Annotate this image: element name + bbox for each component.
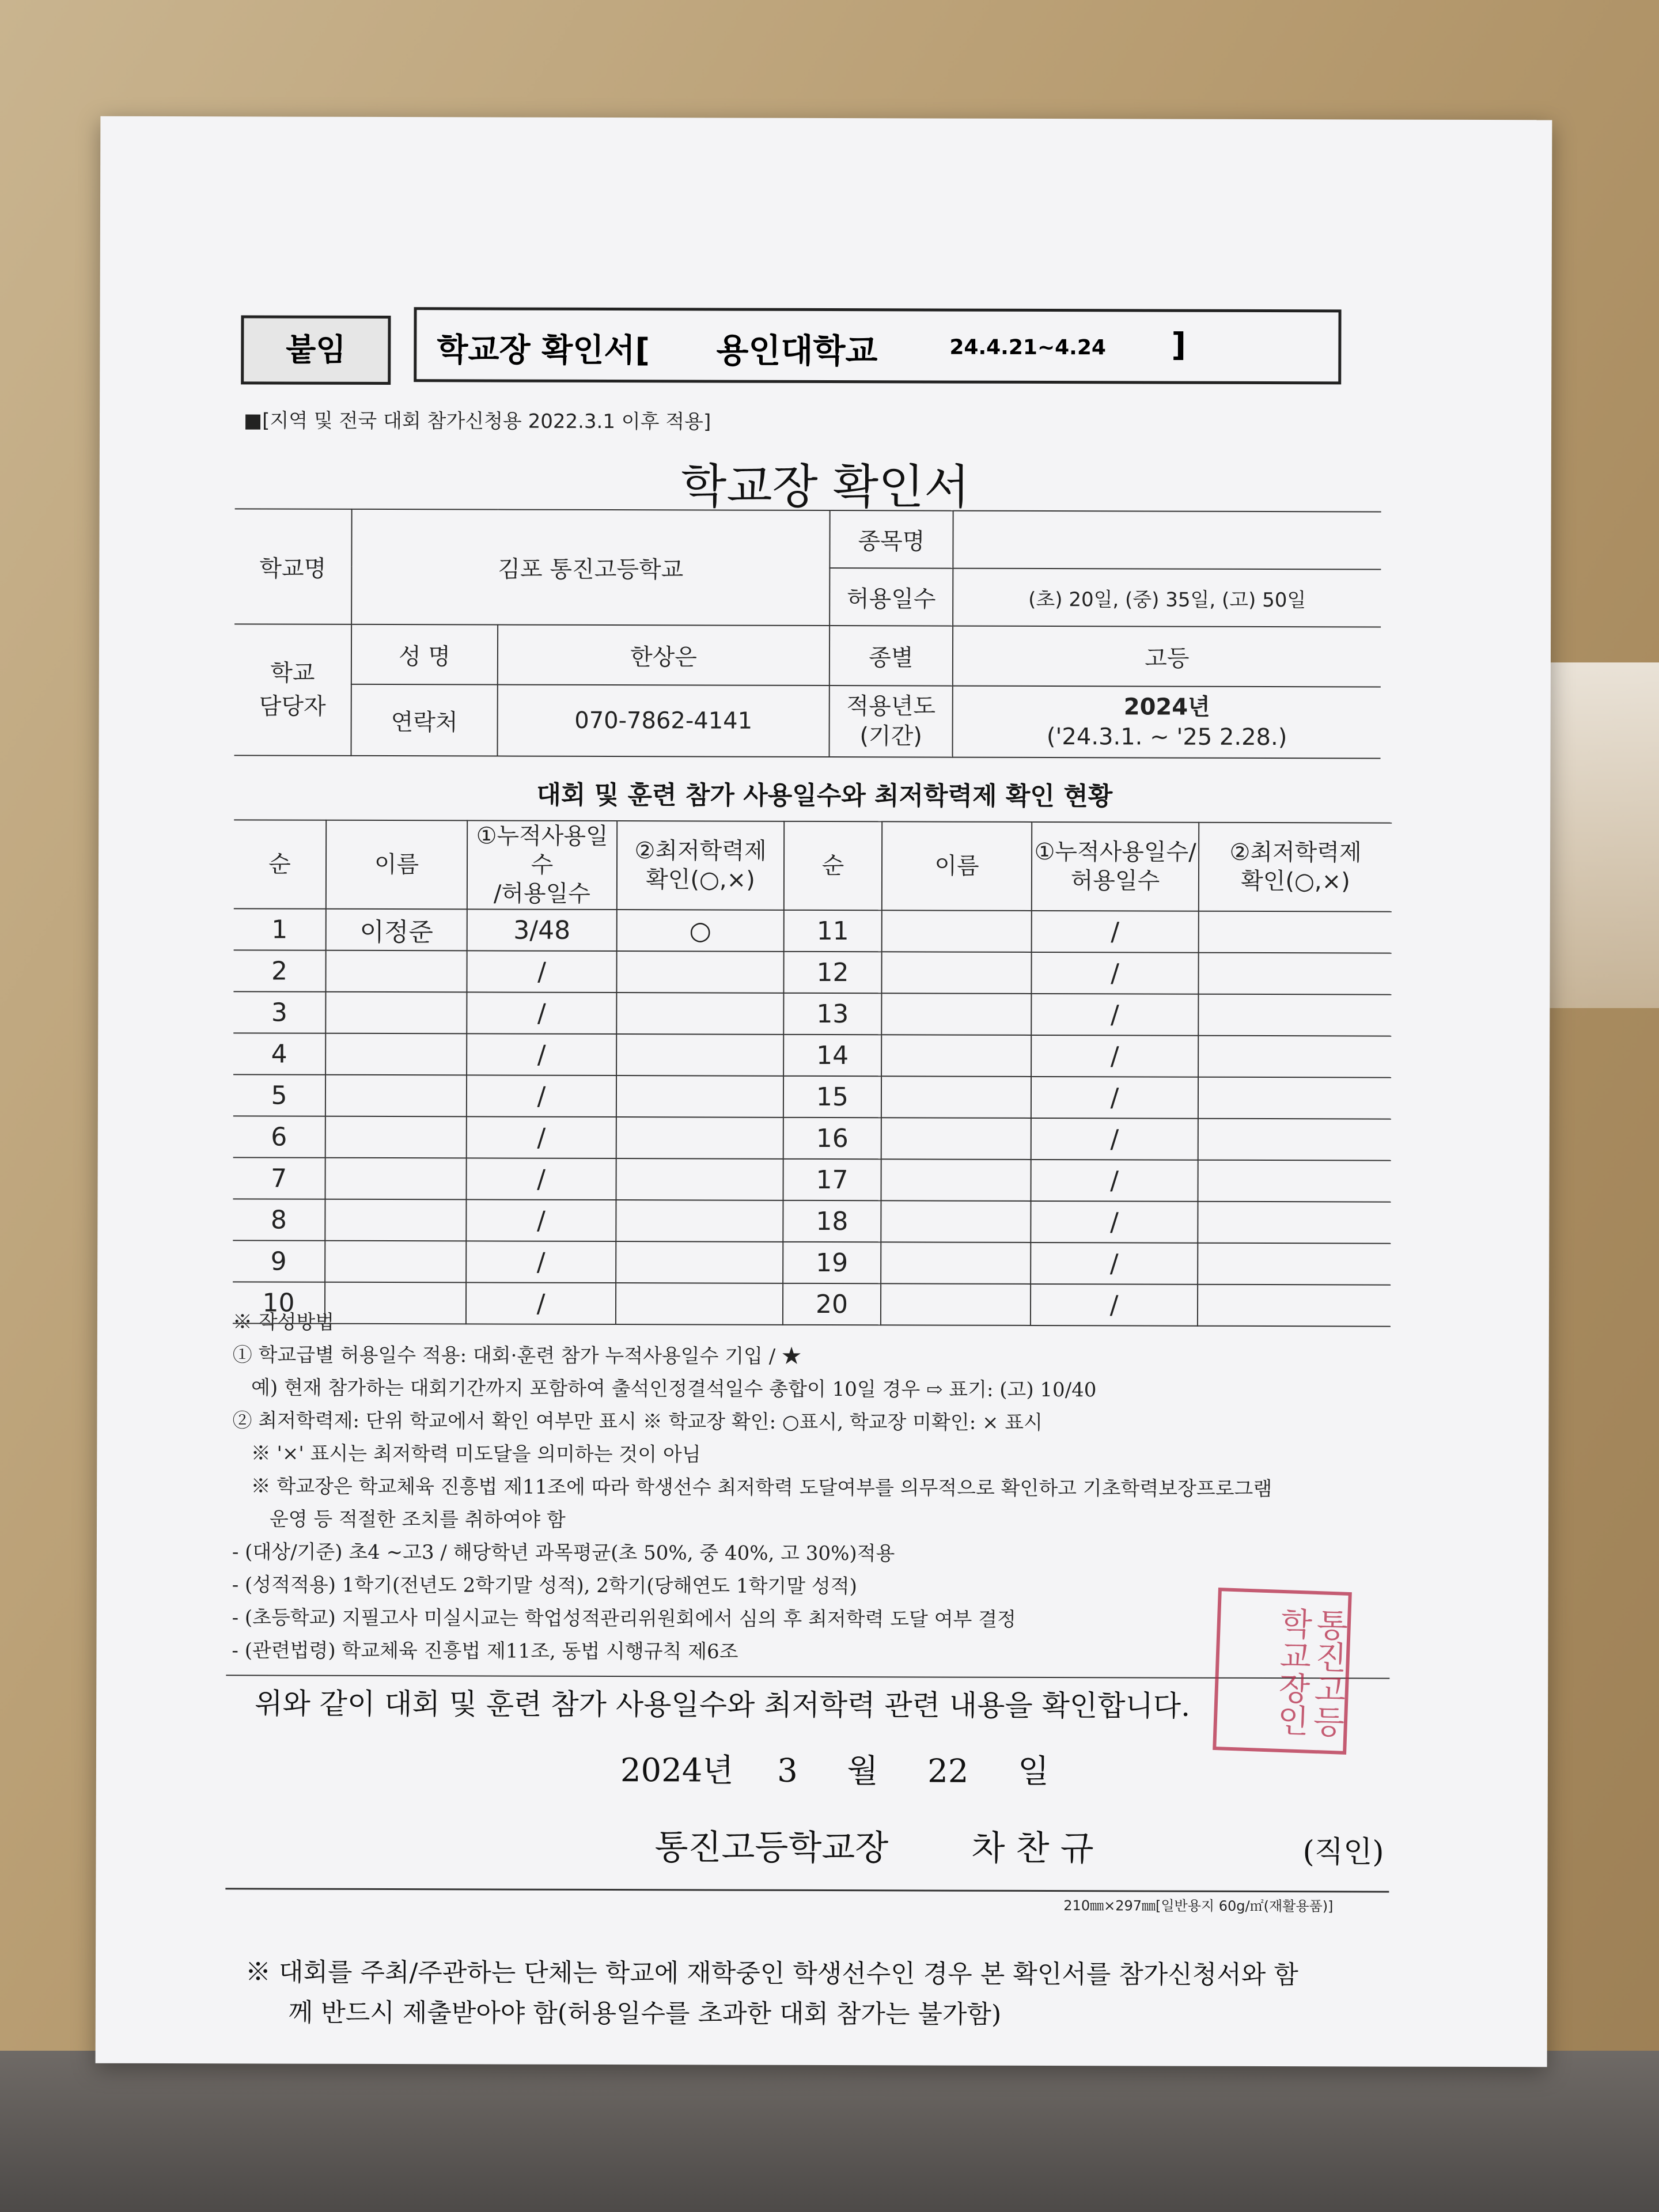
instruction-line: 예) 현재 참가하는 대회기간까지 포함하여 출석인정결석일수 총합이 10일 경우 ⇨ 표기: (고) 10/40 bbox=[232, 1376, 1097, 1402]
row-check bbox=[616, 1241, 783, 1283]
seal-label: (직인) bbox=[1302, 1835, 1384, 1870]
sport-label: 종목명 bbox=[830, 510, 953, 569]
row-no: 4 bbox=[233, 1033, 325, 1074]
col-header-name: 이름 bbox=[326, 820, 467, 910]
col-header-days-right: ①누적사용일수/ 허용일수 bbox=[1032, 822, 1199, 911]
table-row bbox=[234, 908, 1392, 953]
contact-label: 연락처 bbox=[351, 684, 498, 756]
row-no-right: 12 bbox=[783, 952, 881, 993]
col-header-no: 순 bbox=[234, 820, 326, 908]
category-value: 고등 bbox=[953, 626, 1381, 687]
document-page bbox=[96, 116, 1552, 2067]
row-no-right: 17 bbox=[783, 1159, 881, 1200]
row-check-right bbox=[1198, 1243, 1391, 1285]
row-check-right bbox=[1199, 911, 1392, 953]
row-days: / bbox=[466, 1282, 616, 1324]
col-header-name-right: 이름 bbox=[882, 821, 1032, 911]
row-no-right: 16 bbox=[783, 1118, 881, 1159]
period-value: ('24.3.1. ~ '25 2.28.) bbox=[1046, 724, 1287, 751]
row-days-right: / bbox=[1031, 1118, 1198, 1160]
row-check-right bbox=[1198, 994, 1391, 1036]
row-no-right: 13 bbox=[783, 993, 881, 1035]
row-name-right bbox=[881, 993, 1031, 1035]
row-days-right: / bbox=[1031, 1035, 1198, 1077]
header-event-name: 용인대학교 bbox=[716, 331, 878, 371]
row-no: 2 bbox=[233, 950, 325, 991]
usage-days-table bbox=[233, 819, 1392, 1327]
row-name bbox=[325, 1199, 466, 1241]
row-no-right: 19 bbox=[783, 1242, 881, 1283]
signature-divider bbox=[225, 1888, 1389, 1892]
row-name bbox=[325, 950, 467, 993]
signature-date bbox=[620, 1745, 1049, 1792]
category-label: 종별 bbox=[830, 626, 953, 686]
table-row bbox=[233, 1240, 1391, 1285]
document-title: 학교장 확인서 bbox=[680, 459, 970, 515]
instruction-line: - (관련법령) 학교체육 진흥법 제11조, 동법 시행규칙 제6조 bbox=[232, 1639, 738, 1664]
date-month: 3 bbox=[777, 1752, 798, 1790]
row-name bbox=[325, 1241, 466, 1283]
row-name-right bbox=[881, 1200, 1031, 1243]
row-no-right: 11 bbox=[784, 910, 882, 952]
col-header-check: ②최저학력제 확인(○,×) bbox=[617, 821, 784, 910]
table-row bbox=[233, 1199, 1391, 1243]
row-no: 9 bbox=[233, 1240, 325, 1282]
school-seal-stamp bbox=[1213, 1588, 1352, 1755]
stamp-text: 통진고등학교장인 bbox=[1271, 1606, 1349, 1738]
row-no-right: 20 bbox=[783, 1283, 881, 1325]
attachment-tag bbox=[241, 315, 391, 385]
row-check-right bbox=[1198, 1077, 1391, 1119]
scope-note: ■[지역 및 전국 대회 참가신청용 2022.3.1 이후 적용] bbox=[243, 409, 711, 434]
confirm-text: 위와 같이 대회 및 훈련 참가 사용일수와 최저학력 관련 내용을 확인합니다. bbox=[255, 1687, 1191, 1723]
date-day-label: 일 bbox=[1017, 1752, 1050, 1791]
row-no: 10 bbox=[233, 1282, 325, 1323]
row-name-right bbox=[881, 1118, 1031, 1160]
row-days: 3/48 bbox=[467, 909, 617, 951]
row-check-right bbox=[1198, 953, 1391, 995]
row-days-right: / bbox=[1032, 911, 1199, 953]
col-header-no-right: 순 bbox=[784, 821, 882, 910]
row-check-right bbox=[1198, 1160, 1391, 1202]
info-table bbox=[234, 508, 1381, 759]
instruction-line: 운영 등 적절한 조치를 취하여야 함 bbox=[232, 1508, 566, 1532]
instruction-line: - (성적적용) 1학기(전년도 2학기말 성적), 2학기(당해연도 1학기말 성적) bbox=[232, 1573, 857, 1599]
row-no: 8 bbox=[233, 1199, 325, 1240]
sport-value bbox=[953, 511, 1381, 570]
section-title: 대회 및 훈련 참가 사용일수와 최저학력제 확인 현황 bbox=[536, 780, 1113, 812]
col-header-check-right: ②최저학력제 확인(○,×) bbox=[1199, 823, 1392, 912]
row-check bbox=[616, 1158, 783, 1200]
row-days: / bbox=[467, 1116, 616, 1158]
table-row bbox=[233, 1033, 1391, 1077]
row-name-right bbox=[882, 910, 1032, 952]
footer-note-line2: 께 반드시 제출받아야 함(허용일수를 초과한 대회 참가는 불가함) bbox=[288, 1998, 1002, 2029]
row-name-right bbox=[881, 952, 1031, 994]
instruction-line: - (대상/기준) 초4 ~고3 / 해당학년 과목평균(초 50%, 중 40%, 고 30%)적용 bbox=[232, 1540, 895, 1566]
row-name-right bbox=[881, 1076, 1031, 1118]
row-days-right: / bbox=[1031, 994, 1198, 1036]
row-no-right: 15 bbox=[783, 1076, 881, 1118]
contact-value: 070-7862-4141 bbox=[498, 685, 830, 757]
row-no: 3 bbox=[233, 991, 325, 1033]
row-days-right: / bbox=[1031, 1243, 1198, 1285]
school-value: 김포 통진고등학교 bbox=[351, 509, 830, 626]
signer-school: 통진고등학교장 bbox=[654, 1827, 889, 1869]
row-check bbox=[616, 993, 783, 1035]
row-check-right bbox=[1198, 1119, 1391, 1161]
row-days-right: / bbox=[1031, 1201, 1198, 1243]
row-check bbox=[616, 1117, 783, 1159]
year-cell bbox=[953, 686, 1381, 759]
row-check bbox=[616, 951, 783, 993]
year-value: 2024년 bbox=[1123, 694, 1210, 721]
year-label: 적용년도 (기간) bbox=[830, 685, 953, 757]
row-name-right bbox=[881, 1035, 1031, 1077]
header-title-box bbox=[414, 307, 1341, 384]
row-check bbox=[616, 1200, 783, 1242]
row-no-right: 14 bbox=[783, 1035, 881, 1076]
row-days: / bbox=[467, 1075, 616, 1117]
footer-note-line1: ※ 대회를 주최/주관하는 단체는 학교에 재학중인 학생선수인 경우 본 확인서를 참가신청서와 함 bbox=[245, 1957, 1298, 1990]
row-name bbox=[325, 1158, 467, 1200]
col-header-days: ①누적사용일수 /허용일수 bbox=[467, 820, 617, 910]
allowed-days-label: 허용일수 bbox=[830, 568, 953, 626]
signer-name: 차 찬 규 bbox=[971, 1828, 1094, 1869]
table-row bbox=[233, 991, 1391, 1036]
date-day: 22 bbox=[927, 1752, 969, 1790]
row-no: 5 bbox=[233, 1074, 325, 1116]
attachment-tag-label: 붙임 bbox=[286, 331, 346, 368]
row-name bbox=[325, 1116, 467, 1158]
name-value: 한상은 bbox=[498, 625, 830, 686]
paper-spec: 210㎜×297㎜[일반용지 60g/㎡(재활용품)] bbox=[1063, 1897, 1334, 1915]
instruction-line: - (초등학교) 지필고사 미실시교는 학업성적관리위원회에서 심의 후 최저학력 도달 여부 결정 bbox=[232, 1606, 1016, 1631]
allowed-days-value: (초) 20일, (중) 35일, (고) 50일 bbox=[953, 569, 1381, 627]
school-label: 학교명 bbox=[234, 509, 352, 624]
row-name bbox=[325, 1075, 467, 1117]
row-no: 1 bbox=[234, 908, 326, 950]
instruction-line: ① 학교급별 허용일수 적용: 대회·훈련 참가 누적사용일수 기입 / ★ bbox=[232, 1343, 802, 1368]
instruction-line: ※ 학교장은 학교체육 진흥법 제11조에 따라 학생선수 최저학력 도달여부를 의무적으로 확인하고 기초학력보장프로그램 bbox=[232, 1475, 1272, 1501]
row-days-right: / bbox=[1031, 1160, 1198, 1202]
row-no: 7 bbox=[233, 1157, 325, 1199]
instruction-line: ② 최저학력제: 단위 학교에서 확인 여부만 표시 ※ 학교장 확인: ○표시, 학교장 미확인: × 표시 bbox=[232, 1409, 1043, 1434]
date-month-label: 월 bbox=[847, 1752, 878, 1790]
row-name bbox=[325, 1033, 467, 1075]
instruction-line: ※ 작성방법 bbox=[232, 1310, 335, 1334]
officer-label: 학교 담당자 bbox=[234, 624, 352, 756]
row-days: / bbox=[466, 1241, 616, 1283]
row-days: / bbox=[467, 1158, 616, 1200]
floor-background bbox=[0, 2051, 1659, 2212]
date-year: 2024년 bbox=[620, 1752, 734, 1790]
row-no-right: 18 bbox=[783, 1200, 881, 1242]
header-title-prefix: 학교장 확인서[ bbox=[437, 331, 650, 370]
row-days: / bbox=[467, 950, 616, 993]
row-days-right: / bbox=[1031, 1077, 1198, 1119]
row-check bbox=[616, 1034, 783, 1076]
row-name-right bbox=[881, 1159, 1031, 1201]
name-label: 성 명 bbox=[351, 624, 498, 685]
row-days: / bbox=[466, 1199, 616, 1241]
row-days: / bbox=[467, 1033, 616, 1075]
row-check-right bbox=[1198, 1202, 1391, 1244]
row-check bbox=[616, 1075, 783, 1118]
row-no: 6 bbox=[233, 1116, 325, 1157]
row-name bbox=[325, 992, 467, 1034]
instruction-line: ※ '×' 표시는 최저학력 미도달을 의미하는 것이 아님 bbox=[232, 1442, 701, 1467]
instructions bbox=[232, 1306, 1272, 1670]
table-row bbox=[233, 1116, 1391, 1160]
table-row bbox=[233, 1074, 1391, 1119]
header-event-dates: 24.4.21~4.24 bbox=[949, 335, 1107, 360]
row-days-right: / bbox=[1031, 1284, 1198, 1326]
table-row bbox=[233, 950, 1391, 994]
row-days-right: / bbox=[1031, 952, 1198, 994]
row-days: / bbox=[467, 992, 616, 1034]
row-name: 이정준 bbox=[326, 909, 467, 951]
row-name-right bbox=[881, 1242, 1031, 1284]
table-row bbox=[233, 1157, 1391, 1202]
row-check-right bbox=[1198, 1036, 1391, 1078]
header-title-suffix: ] bbox=[1171, 326, 1187, 364]
row-check: ○ bbox=[617, 910, 784, 952]
